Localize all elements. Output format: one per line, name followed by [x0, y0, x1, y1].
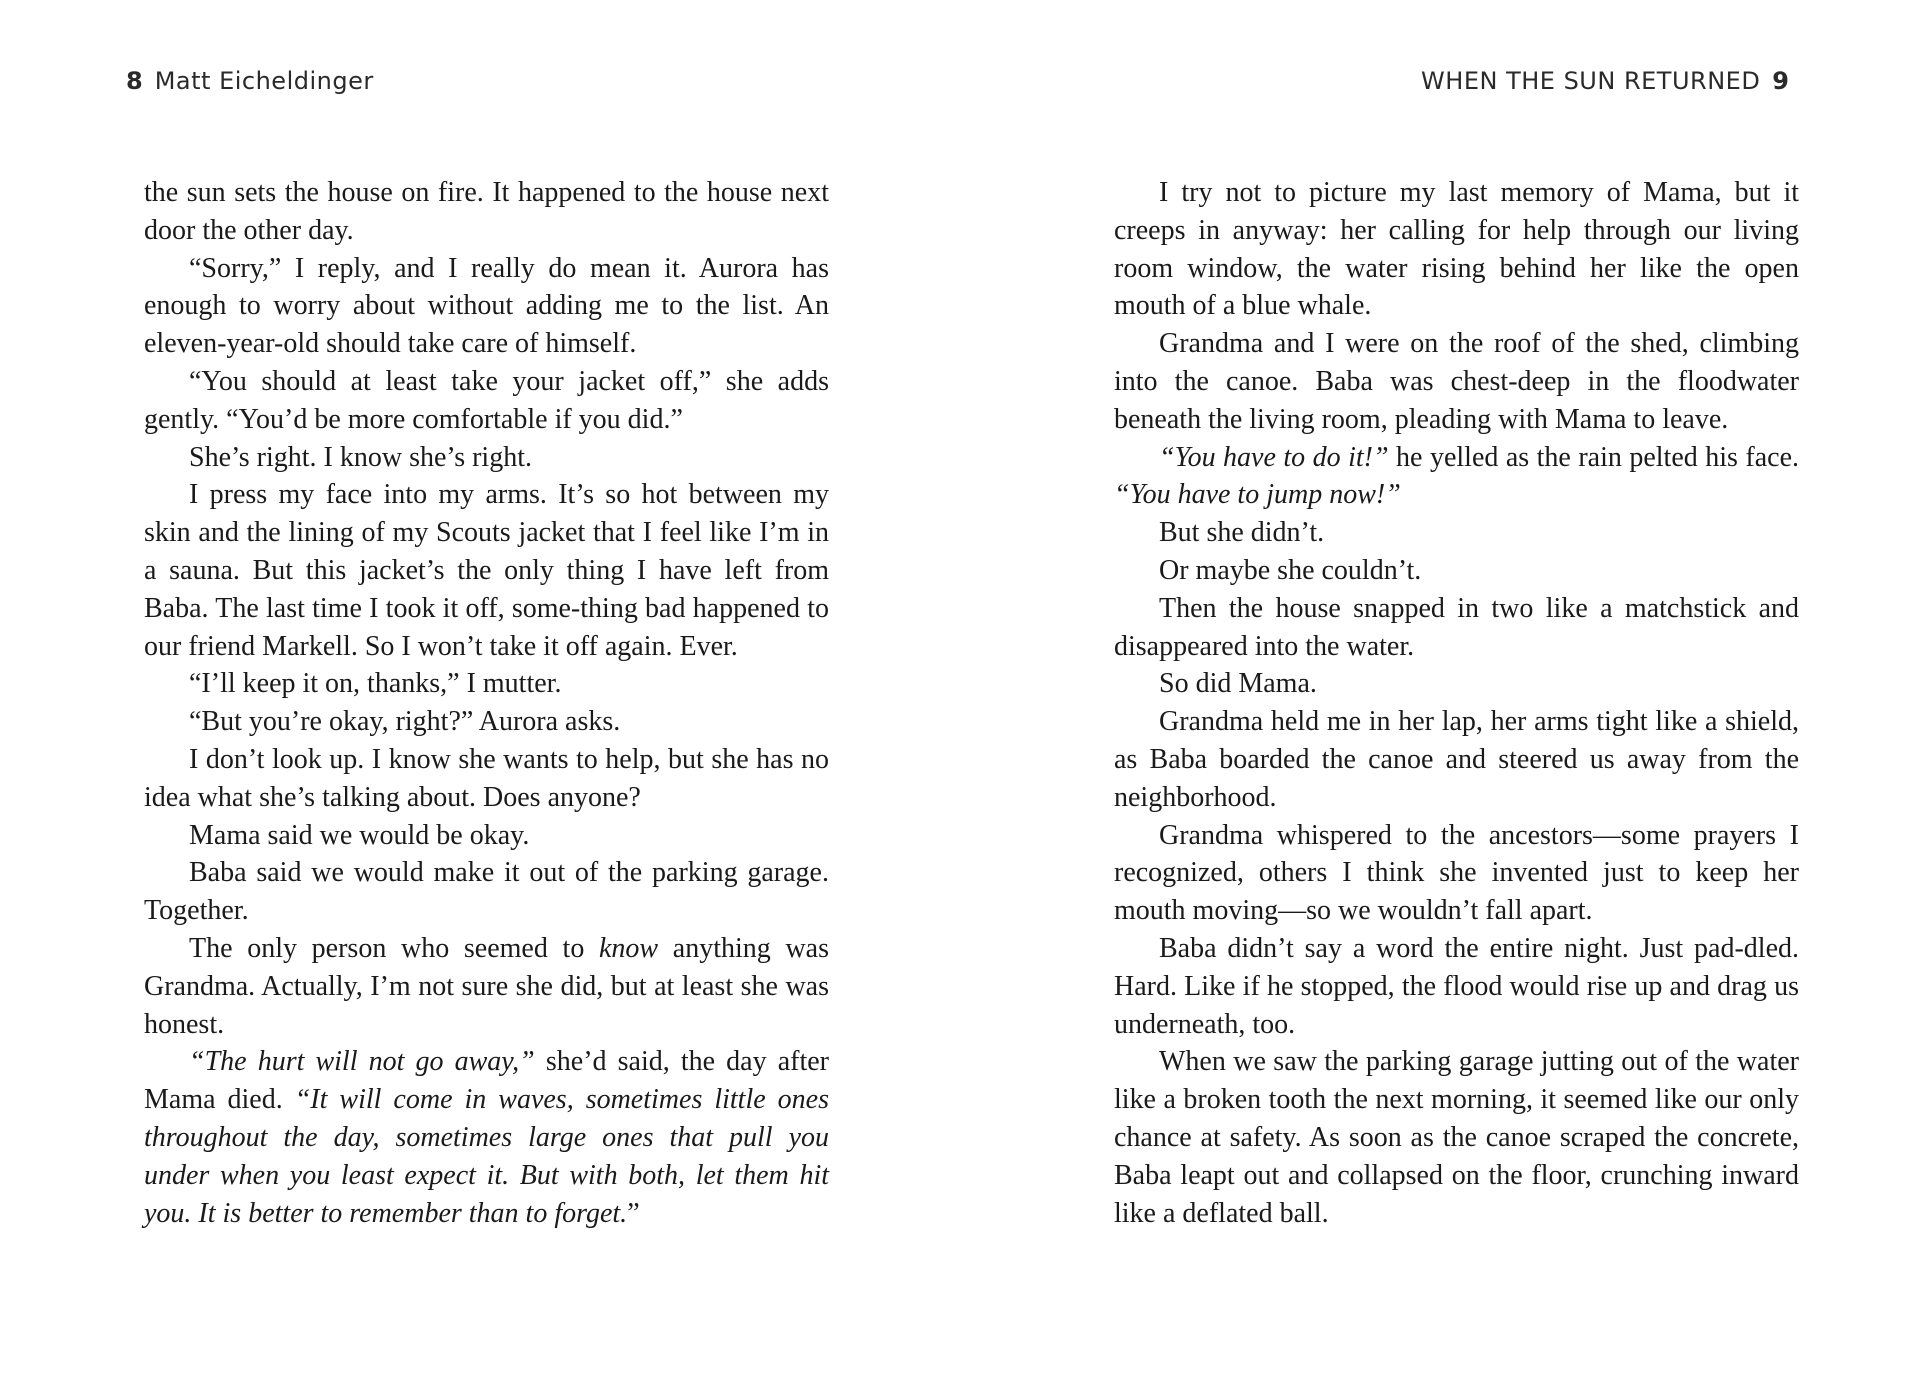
paragraph	[1114, 930, 1799, 1043]
paragraph	[144, 741, 829, 817]
left-page-number: 8	[126, 67, 143, 95]
paragraph-text: Baba said we would make it out of the parking garage. Together.	[144, 857, 829, 927]
paragraph-text: I don’t look up. I know she wants to help, but she has no idea what she’s talking about. Does anyone?	[144, 743, 829, 813]
paragraph-text: But she didn’t.	[1159, 517, 1325, 549]
right-running-head-title: WHEN THE SUN RETURNED	[1421, 67, 1761, 95]
paragraph	[144, 703, 829, 741]
paragraph-text: he yelled as the rain pelted his face.	[1388, 441, 1799, 473]
paragraph	[144, 363, 829, 439]
paragraph	[144, 476, 829, 665]
italic-text: “You have to do it!”	[1159, 441, 1389, 473]
paragraph-text: anything was Grandma. Actually, I’m not sure she did, but at least she was honest.	[144, 932, 829, 1040]
paragraph-text: Mama said we would be okay.	[189, 819, 530, 851]
paragraph	[144, 1043, 829, 1232]
right-running-head	[1421, 66, 1789, 96]
paragraph-text: When we saw the parking garage jutting out of the water like a broken tooth the next morning, it seemed like our only chance at safety. As soon as the canoe scraped the concrete, Baba leapt out and collapsed on the floor, crunching inward like a deflated ball.	[1114, 1046, 1799, 1229]
left-running-head	[126, 66, 374, 96]
paragraph	[1114, 325, 1799, 438]
paragraph-text: I press my face into my arms. It’s so hot between my skin and the lining of my Scouts jacket that I feel like I’m in a sauna. But this jacket’s the only thing I have left from Baba. The last time I took it off, some-thing bad happened to our friend Markell. So I won’t take it off again. Ever.	[144, 479, 829, 662]
paragraph-text: She’s right. I know she’s right.	[189, 441, 532, 473]
paragraph-text: “Sorry,” I reply, and I really do mean it. Aurora has enough to worry about without adding me to the list. An eleven-year-old should take care of himself.	[144, 252, 829, 360]
paragraph	[1114, 590, 1799, 666]
paragraph	[1114, 703, 1799, 816]
left-running-head-author: Matt Eicheldinger	[154, 67, 374, 95]
paragraph	[144, 250, 829, 363]
italic-text: “You have to jump now!”	[1114, 479, 1401, 511]
paragraph-text: So did Mama.	[1159, 668, 1317, 700]
paragraph-text: The only person who seemed to	[189, 932, 599, 964]
right-body-text	[1114, 174, 1799, 1232]
paragraph	[1114, 665, 1799, 703]
paragraph-text: “I’ll keep it on, thanks,” I mutter.	[189, 668, 562, 700]
paragraph	[1114, 514, 1799, 552]
paragraph	[144, 817, 829, 855]
paragraph-text: ”	[627, 1197, 640, 1229]
paragraph-text: Baba didn’t say a word the entire night. Just pad-dled. Hard. Like if he stopped, the flood would rise up and drag us underneath, too.	[1114, 932, 1799, 1040]
paragraph-text: I try not to picture my last memory of Mama, but it creeps in anyway: her calling for help through our living room window, the water rising behind her like the open mouth of a blue whale.	[1114, 177, 1799, 322]
paragraph-text: Grandma whispered to the ancestors—some prayers I recognized, others I think she invented just to keep her mouth moving—so we wouldn’t fall apart.	[1114, 819, 1799, 927]
paragraph	[144, 174, 829, 250]
paragraph	[144, 854, 829, 930]
paragraph	[144, 439, 829, 477]
paragraph	[1114, 1043, 1799, 1232]
left-page	[0, 0, 962, 1400]
right-page-number: 9	[1772, 67, 1789, 95]
paragraph-text: Then the house snapped in two like a matchstick and disappeared into the water.	[1114, 592, 1799, 662]
paragraph	[144, 665, 829, 703]
paragraph-text: Grandma held me in her lap, her arms tight like a shield, as Baba boarded the canoe and steered us away from the neighborhood.	[1114, 706, 1799, 813]
paragraph-text: “But you’re okay, right?” Aurora asks.	[189, 706, 621, 738]
paragraph	[1114, 817, 1799, 930]
right-page	[962, 0, 1925, 1400]
italic-text: “The hurt will not go away,”	[189, 1046, 535, 1078]
italic-text: “It will come in waves, sometimes little ones throughout the day, sometimes large ones that pull you under when you least expect it. But with both, let them hit you. It is better to remember than to forget.	[144, 1084, 829, 1229]
paragraph	[144, 930, 829, 1043]
paragraph	[1114, 552, 1799, 590]
paragraph	[1114, 174, 1799, 325]
paragraph-text: Grandma and I were on the roof of the shed, climbing into the canoe. Baba was chest-deep in the floodwater beneath the living room, pleading with Mama to leave.	[1114, 328, 1799, 435]
italic-text: know	[599, 932, 659, 964]
paragraph-text: Or maybe she couldn’t.	[1159, 554, 1422, 586]
left-body-text	[144, 174, 829, 1232]
paragraph-text: she’d said, the day after Mama died.	[144, 1046, 829, 1116]
paragraph-text: “You should at least take your jacket off,” she adds gently. “You’d be more comfortable if you did.”	[144, 365, 829, 435]
paragraph-text: the sun sets the house on fire. It happened to the house next door the other day.	[144, 177, 829, 246]
paragraph	[1114, 439, 1799, 515]
